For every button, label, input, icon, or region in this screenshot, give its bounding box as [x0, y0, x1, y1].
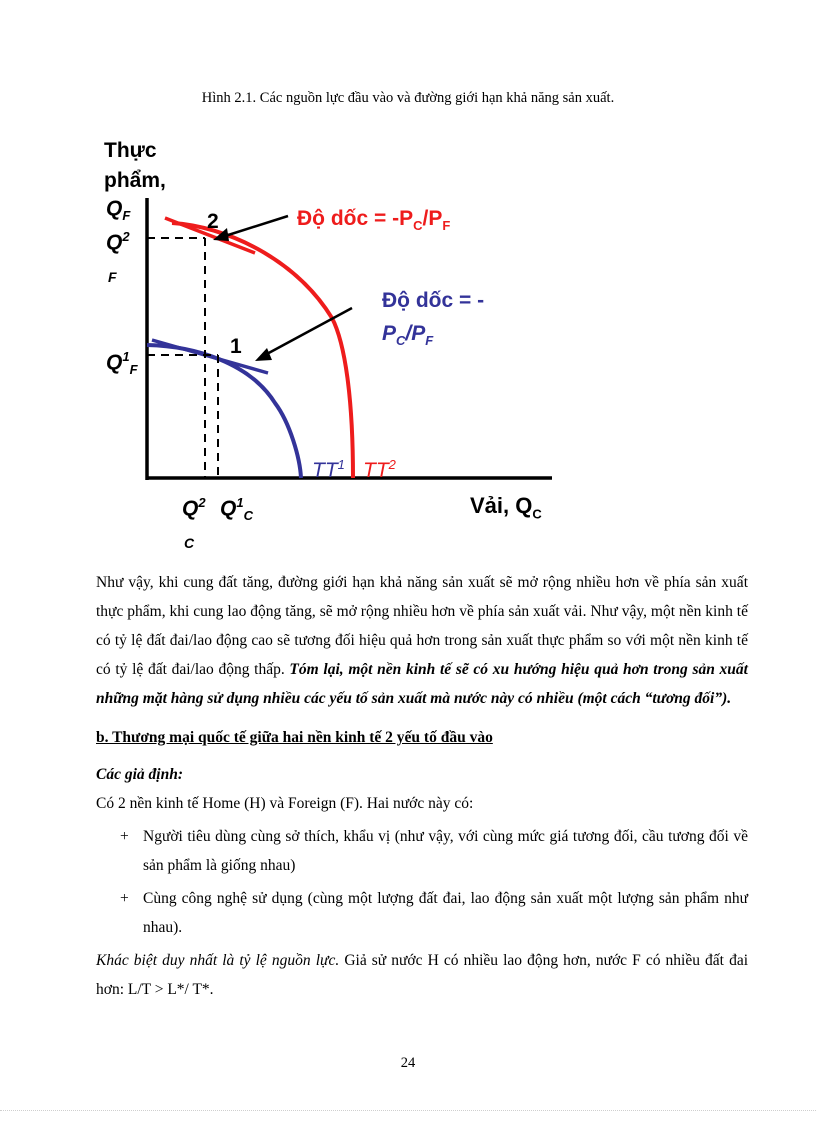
q2c-subscript: C	[184, 535, 195, 551]
q2f-label: $Q^2$	[106, 229, 130, 254]
figure-caption: Hình 2.1. Các nguồn lực đầu vào và đường giới hạn khả năng sản xuất.	[201, 90, 615, 106]
qf-label: $Q_F$	[106, 197, 131, 224]
ppf-figure	[90, 128, 570, 568]
paragraph-conclusion-normal: Như vậy, khi cung đất tăng, đường giới hạn khả năng sản xuất sẽ mở rộng nhiều hơn về phía sản xuất thực phẩm, khi cung lao động tăng, sẽ mở rộng nhiều hơn về phía sản xuất vải. Như vậy, một nền kinh tế có tỷ lệ đất đai/lao động cao sẽ tương đối hiệu quả hơn trong sản xuất thực phẩm so với một nền kinh tế có tỷ lệ đất đai/lao động thấp.	[96, 574, 748, 678]
y-axis-label-line2: phẩm,	[104, 169, 166, 192]
paragraph-resource-ratio: Khác biệt duy nhất là tỷ lệ nguồn lực. Giả sử nước H có nhiều lao động hơn, nước F có nhiều đất đai hơn: L/T > L*/ T*.	[96, 952, 749, 998]
point-2-label: 2	[207, 210, 219, 233]
q1c-label: $Q^1_C$	[220, 495, 253, 524]
arrow-to-point-2	[225, 216, 288, 236]
paragraph-conclusion	[96, 568, 748, 713]
page-footer-divider	[0, 1110, 816, 1111]
y-axis-label-line1: Thực	[104, 139, 157, 162]
assumption-item: + Người tiêu dùng cùng sở thích, khẩu vị (như vậy, với cùng mức giá tương đối, cầu tương đối về sản phẩm là giống nhau)	[120, 828, 748, 874]
page-number: 24	[400, 1055, 416, 1071]
slope-label-red: Độ dốc = $-P_C/P_F$	[297, 207, 451, 234]
section-heading: b. Thương mại quốc tế giữa hai nền kinh tế 2 yếu tố đầu vào	[96, 729, 493, 746]
q2c-label: $Q^2$	[182, 495, 206, 520]
tt2-label: $TT^2$	[363, 457, 396, 482]
q2f-subscript: F	[108, 269, 117, 285]
slope-label-blue-line1: Độ dốc = -	[382, 289, 485, 312]
slope-label-blue-line2: $P_C/P_F$	[382, 322, 434, 349]
ppf-curve-tt1	[147, 345, 301, 478]
main-text	[96, 568, 748, 1004]
assumptions-intro: Có 2 nền kinh tế Home (H) và Foreign (F). Hai nước này có:	[96, 795, 474, 812]
tt1-label: $TT^1$	[312, 457, 345, 482]
q1f-label: $Q^1_F$	[106, 349, 138, 378]
tangent-line-blue	[152, 340, 268, 373]
arrow-head-1	[255, 348, 272, 361]
paragraph-conclusion-emphasis: Tóm lại, một nền kinh tế sẽ có xu hướng hiệu quả hơn trong sản xuất những mặt hàng sử dụng nhiều các yếu tố sản xuất mà nước này có nhiều (một cách “tương đối”).	[96, 661, 748, 707]
point-1-label: 1	[230, 335, 242, 358]
x-axis-label: Vải, $Q_C$	[470, 493, 542, 522]
assumption-item: + Cùng công nghệ sử dụng (cùng một lượng đất đai, lao động sản xuất một lượng sản phẩm như nhau).	[120, 890, 748, 936]
assumptions-title: Các giả định:	[96, 766, 183, 783]
